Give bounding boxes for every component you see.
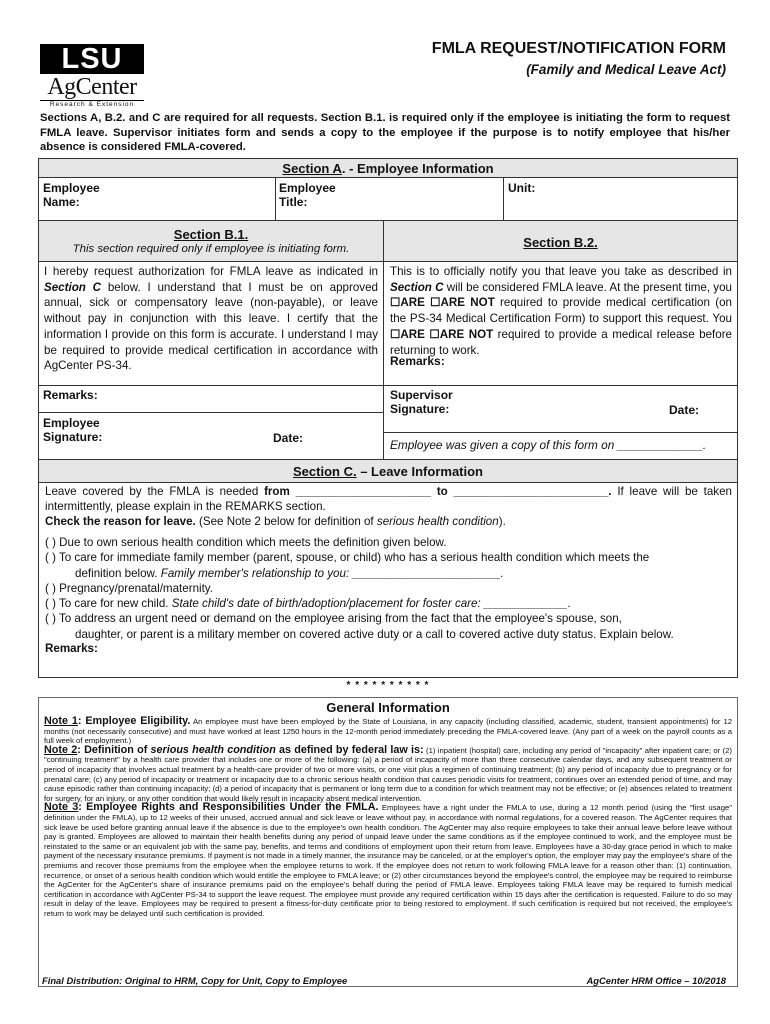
- section-b1-remarks-field[interactable]: [38, 385, 384, 413]
- section-c-title-suffix: – Leave Information: [356, 464, 483, 479]
- reason-military[interactable]: ( ) To address an urgent need or demand on the employee arising from the fact that the employee's spouse, son,: [45, 612, 622, 626]
- leave-from-blank[interactable]: _____________________: [289, 485, 437, 498]
- check-reason-line: Check the reason for leave. (See Note 2 below for definition of serious health condition).: [45, 515, 506, 528]
- logo-tagline: Research & Extension: [40, 100, 144, 109]
- employee-date-label: Date:: [273, 431, 304, 445]
- section-b2-title: Section B.2.: [523, 235, 598, 250]
- leave-dates-text: Leave covered by the FMLA is needed from _____________________ to ________________________. If leave will be taken intermittently, please explain in the REMARKS section.: [45, 485, 732, 513]
- copy-given-field[interactable]: [383, 432, 738, 460]
- employee-signature-label: Employee Signature:: [43, 416, 103, 444]
- section-b1-remarks-label: Remarks:: [43, 388, 98, 402]
- section-b1-text: I hereby request authorization for FMLA leave as indicated in Section C below. I understand that I must be on approved annual, sick or compensatory leave (non-payable), or leave without pay in conjunction with this leave. I certify that the information I provide on this form is accurate. I understand I may be required to provide medical certification in accordance with AgCenter PS-34.: [44, 265, 378, 373]
- final-distribution: Final Distribution: Original to HRM, Copy for Unit, Copy to Employee: [42, 975, 348, 986]
- section-c-title-prefix: Section C.: [293, 464, 357, 479]
- are-not-checkbox-1[interactable]: ☐ARE NOT: [430, 296, 495, 310]
- unit-label: Unit:: [508, 181, 536, 195]
- supervisor-signature-label: Supervisor Signature:: [390, 388, 453, 416]
- section-b1-title: Section B.1.: [173, 227, 249, 242]
- copy-given-text: Employee was given a copy of this form on _____________.: [390, 438, 707, 452]
- form-title: FMLA REQUEST/NOTIFICATION FORM: [431, 40, 726, 57]
- reason-family-member-cont: definition below. Family member's relationship to you: _______________________.: [75, 566, 504, 580]
- supervisor-date-label: Date:: [669, 403, 700, 417]
- general-info-box: [38, 697, 738, 987]
- are-not-checkbox-2[interactable]: ☐ARE NOT: [429, 327, 494, 341]
- section-b2-header: [383, 220, 738, 262]
- reason-new-child[interactable]: ( ) To care for new child. State child's date of birth/adoption/placement for foster care: _____________.: [45, 597, 571, 611]
- employee-name-field[interactable]: [38, 177, 276, 221]
- section-b2-text: This is to officially notify you that leave you take as described in Section C will be considered FMLA leave. At the present time, you ☐ARE ☐ARE NOT required to provide medical certification (on the PS-34 Medical Certification Form) to support this request. You ☐ARE ☐ARE NOT required to provide a medical release before returning to work.: [390, 265, 733, 357]
- section-c-header: [38, 459, 738, 483]
- form-subtitle: (Family and Medical Leave Act): [526, 62, 726, 77]
- employee-signature-field[interactable]: [38, 412, 384, 460]
- unit-field[interactable]: [503, 177, 738, 221]
- logo-lsu-text: LSU: [40, 44, 144, 74]
- employee-name-label: Employee Name:: [43, 181, 100, 209]
- note-3: Note 3: Employee Rights and Responsibilities Under the FMLA. Employees have a right under the FMLA to use, during a 12 month period (using the "first usage" definition under the FMLA), up to 12 weeks of their unused, accrued annual and sick leave or leave without pay, in accordance with normal regulations, for a covered reason. The AgCenter requires that sick leave be used before granting annual leave if the absence is due to the employee's own health condition. The AgCenter may also require employees to take their annual leave before leave without pay is granted. Employees are allowed to maintain their health benefits during any period of unpaid leave under the same conditions as if the employee continued to work, and the employee must be reinstated to the same or an equivalent job with the same pay, benefits, and terms and conditions of employment upon their return from leave. Employees have a 30-day grace period in which to make payment of the necessary insurance premiums. If payment is not made in a timely manner, the insurance may be canceled, or at the employer's option, the employer may pay the employee's share of the premiums and recover those premiums from the employee when the employee returns to work. If the employee does not return to work following FMLA leave for a reason other than: (1) continuation, recurrence, or onset of a serious health condition which would entitle the employee to FMLA leave; or (2) other circumstances beyond the employee's control, the employee may be required to reimburse the AgCenter for the AgCenter's share of insurance premiums paid on the employee's behalf during the period of FMLA leave. Employees taking FMLA leave may be required to furnish medical certification in accordance with AgCenter PS-34 to support the leave request. The employee must provide any required certification within 15 days after the certification is requested. Failure to do so may result in delay of the leave. Employees may be required to present a fitness-for-duty certificate prior to being restored to employment. If such certification is required but not received, the employee's return to work may be delayed until such certification is provided.: [44, 801, 732, 918]
- employee-title-field[interactable]: [275, 177, 504, 221]
- are-checkbox-1[interactable]: ☐ARE: [390, 296, 425, 310]
- section-c-remarks-label: Remarks:: [45, 642, 98, 656]
- section-a-title-suffix: . - Employee Information: [341, 161, 494, 176]
- section-c-reference: Section C: [44, 280, 102, 294]
- section-b1-subtitle: This section required only if employee is initiating form.: [72, 243, 350, 255]
- section-b2-statement: [383, 261, 738, 386]
- reason-family-member[interactable]: ( ) To care for immediate family member (parent, spouse, or child) who has a serious health condition which meets the: [45, 551, 650, 565]
- section-c-body: [38, 482, 738, 678]
- intro-instructions: Sections A, B.2. and C are required for all requests. Section B.1. is required only if the employee is initiating the form to request FMLA leave. Supervisor initiates form and sends a copy to the employee if the purpose is to notify employee that his/her absence is considered FMLA-covered.: [40, 112, 730, 153]
- reason-military-cont: daughter, or parent is a military member on covered active duty or a call to covered active duty status. Explain below.: [75, 627, 674, 641]
- reason-own-health[interactable]: ( ) Due to own serious health condition which meets the definition given below.: [45, 536, 447, 549]
- section-c-reference-b2: Section C: [390, 280, 444, 294]
- leave-to-blank[interactable]: ________________________.: [447, 485, 612, 498]
- general-info-title: General Information: [326, 700, 450, 715]
- are-checkbox-2[interactable]: ☐ARE: [390, 327, 425, 341]
- reason-pregnancy[interactable]: ( ) Pregnancy/prenatal/maternity.: [45, 581, 213, 595]
- office-version: AgCenter HRM Office – 10/2018: [586, 975, 726, 986]
- agcenter-logo: [40, 44, 144, 108]
- section-b1-statement: [38, 261, 384, 386]
- section-a-title-prefix: Section A: [282, 161, 342, 176]
- note-1: Note 1: Employee Eligibility. An employee must have been employed by the State of Louisiana, in any capacity (including classified, academic, student, transient appointments) for 12 months (not necessarily consecutive) and must have worked at least 1250 hours in the 12-month period immediately preceding the FMLA-covered leave. (Any part of a week on the payroll counts as a full week of employment.): [44, 715, 732, 746]
- section-a-header: [38, 158, 738, 178]
- supervisor-signature-field[interactable]: [383, 385, 738, 433]
- employee-title-label: Employee Title:: [279, 181, 336, 209]
- section-b1-header: [38, 220, 384, 262]
- section-b2-remarks-label: Remarks:: [390, 354, 445, 368]
- logo-agcenter-text: AgCenter: [47, 74, 137, 100]
- section-separator: * * * * * * * * * *: [346, 680, 430, 691]
- note-2: Note 2: Definition of serious health condition as defined by federal law is: (1) inpatient (hospital) care, including any period of "incapacity" after inpatient care; or (2) "continuing treatment" by a health care provider that includes one or more of the following: (a) a period of incapacity of more than three consecutive calendar days, and any subsequent treatment or period of incapacity that involves actual treatment by a health-care provider of two or more visits, or one visit plus a regimen of continuing treatment; (b) any period of incapacity due to pregnancy or for prenatal care; (c) any period of incapacity or treatment or incapacity due to a chronic serious health condition that causes periodic visits for treatment, continues over an extended period of time, and may cause episodic rather than continuing incapacity; (d) a period of incapacity that is permanent or long term due to a condition for which treatment may not be effective; or (e) absences related to treatment for surgery, for an injury, or any other condition that would likely result in incapacity absent medical intervention.: [44, 743, 732, 803]
- reason-list: [39, 529, 737, 656]
